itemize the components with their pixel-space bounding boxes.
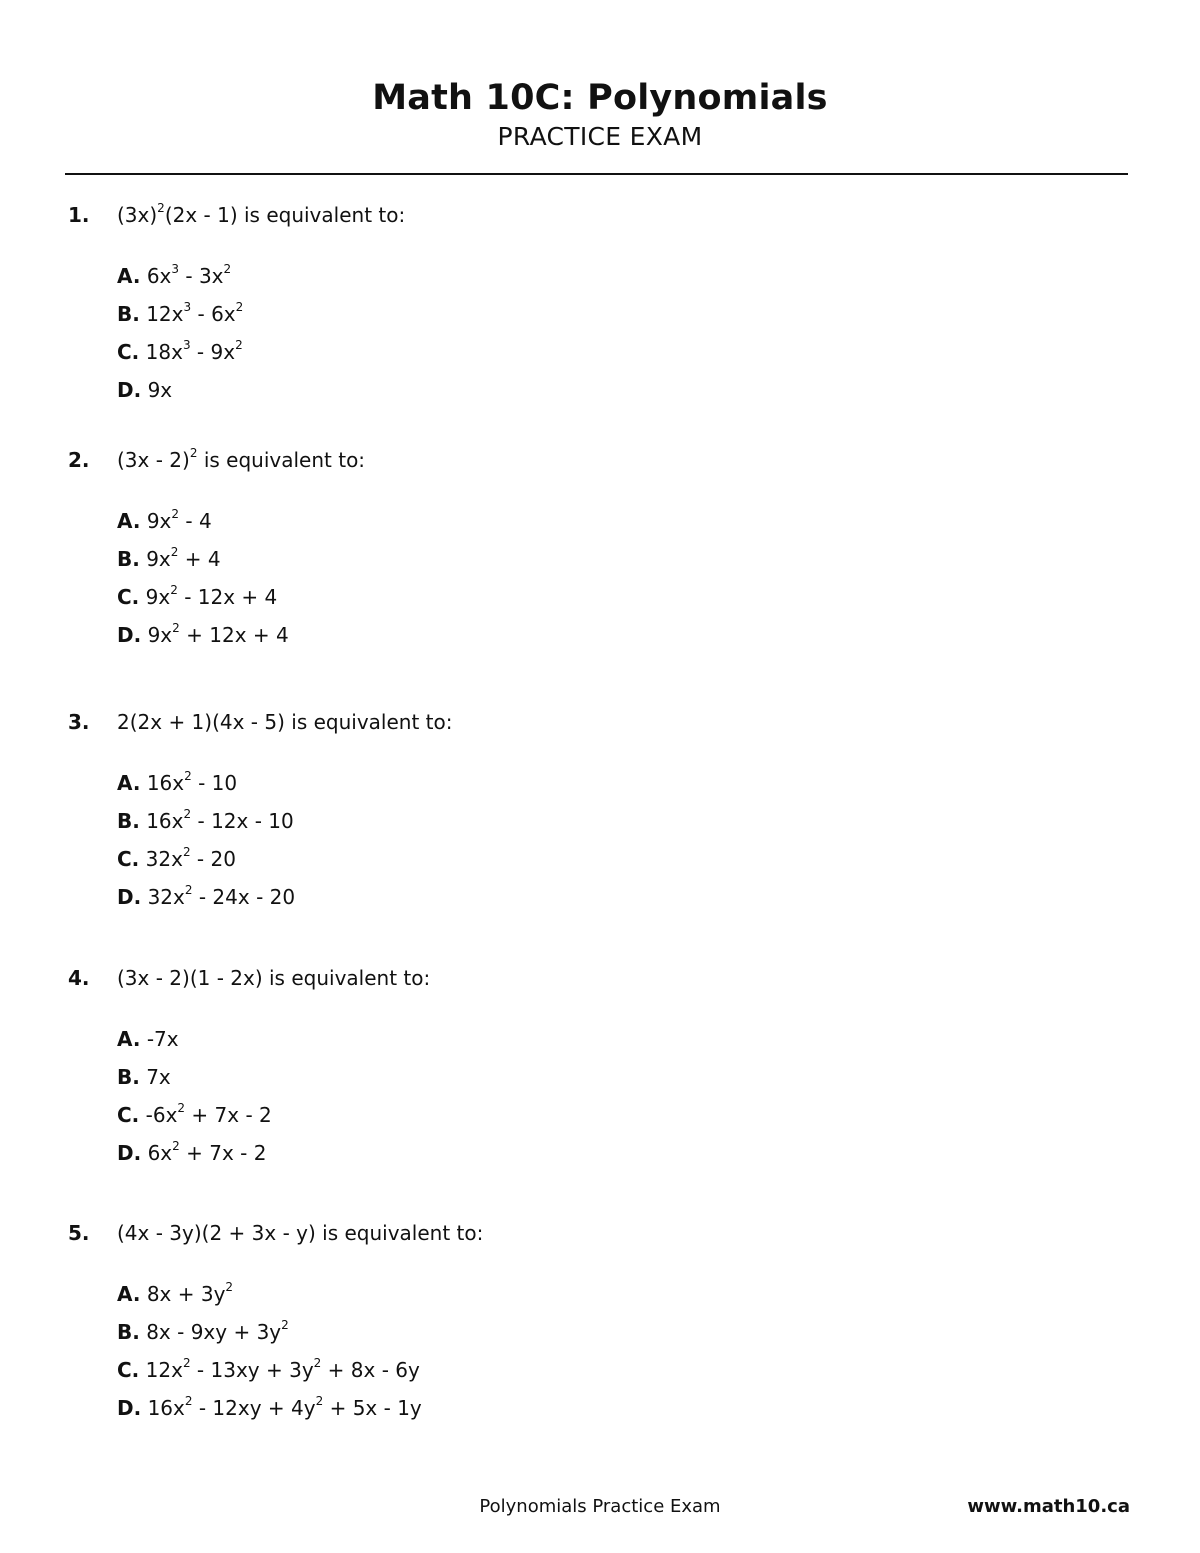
option-letter: B. [117, 1065, 140, 1089]
page-subtitle: PRACTICE EXAM [497, 122, 703, 151]
option-letter: A. [117, 771, 141, 795]
question-stem: (3x - 2)$^2$ is equivalent to: [117, 446, 366, 472]
option-text: $16x^2 - 12xy + 4y^2 + 5x - 1y$ [147, 1394, 422, 1420]
question-number: 2. [68, 448, 90, 472]
option-text: $9x^2 + 12x + 4$ [147, 621, 289, 647]
answer-option [117, 264, 231, 288]
option-text: 9x [147, 378, 173, 402]
option-letter: A. [117, 264, 141, 288]
question-number: 4. [68, 966, 90, 990]
option-text: $16x^2 - 12x - 10$ [146, 807, 294, 833]
option-letter: A. [117, 509, 141, 533]
question-stem: 2(2x + 1)(4x - 5) is equivalent to: [117, 710, 453, 734]
answer-option [117, 1027, 179, 1051]
option-text: $9x^2 - 12x + 4$ [145, 583, 278, 609]
question-number: 3. [68, 710, 90, 734]
question-number: 5. [68, 1221, 90, 1245]
option-letter: D. [117, 1396, 142, 1420]
option-letter: B. [117, 302, 140, 326]
option-letter: C. [117, 340, 140, 364]
answer-option [117, 585, 277, 609]
answer-option [117, 378, 172, 402]
option-text: $-6x^2 + 7x - 2$ [145, 1101, 272, 1127]
answer-option [117, 302, 243, 326]
page-title: Math 10C: Polynomials [372, 78, 828, 118]
question-number: 1. [68, 203, 90, 227]
option-text: $18x^3 - 9x^2$ [145, 338, 243, 364]
option-letter: D. [117, 1141, 142, 1165]
option-text: $12x^2 - 13xy + 3y^2 + 8x - 6y$ [145, 1356, 420, 1382]
option-text: $9x^2 - 4$ [146, 507, 212, 533]
answer-option [117, 509, 212, 533]
option-letter: C. [117, 1358, 140, 1382]
option-letter: C. [117, 585, 140, 609]
question-stem: (4x - 3y)(2 + 3x - y) is equivalent to: [117, 1221, 484, 1245]
option-letter: D. [117, 885, 142, 909]
answer-option [117, 1320, 289, 1344]
option-text: 7x [146, 1065, 171, 1089]
answer-option [117, 885, 295, 909]
footer-title: Polynomials Practice Exam [479, 1496, 721, 1517]
answer-option [117, 1358, 420, 1382]
header-divider [65, 173, 1128, 175]
answer-option [117, 1396, 422, 1420]
option-letter: D. [117, 378, 142, 402]
question-stem: (3x - 2)(1 - 2x) is equivalent to: [117, 966, 431, 990]
option-text: $8x + 3y^2$ [146, 1280, 234, 1306]
option-text: $6x^3 - 3x^2$ [146, 262, 232, 288]
option-text: $8x - 9xy + 3y^2$ [146, 1318, 289, 1344]
answer-option [117, 1065, 171, 1089]
option-text: $16x^2 - 10$ [146, 769, 238, 795]
answer-option [117, 1282, 233, 1306]
option-text: $32x^2 - 20$ [145, 845, 236, 871]
option-text: $12x^3 - 6x^2$ [146, 300, 244, 326]
answer-option [117, 340, 243, 364]
option-letter: B. [117, 809, 140, 833]
option-letter: A. [117, 1027, 141, 1051]
question-stem: $(3x)^2(2x - 1)$ is equivalent to: [117, 201, 406, 227]
option-text: $6x^2 + 7x - 2$ [147, 1139, 267, 1165]
option-letter: A. [117, 1282, 141, 1306]
option-letter: B. [117, 547, 140, 571]
answer-option [117, 809, 294, 833]
option-letter: B. [117, 1320, 140, 1344]
answer-option [117, 847, 236, 871]
answer-option [117, 1103, 272, 1127]
option-text: -7x [146, 1027, 179, 1051]
answer-option [117, 623, 289, 647]
option-text: $9x^2 + 4$ [146, 545, 221, 571]
option-letter: D. [117, 623, 142, 647]
option-letter: C. [117, 847, 140, 871]
answer-option [117, 547, 221, 571]
option-letter: C. [117, 1103, 140, 1127]
option-text: $32x^2 - 24x - 20$ [147, 883, 296, 909]
answer-option [117, 1141, 266, 1165]
answer-option [117, 771, 237, 795]
footer-url: www.math10.ca [967, 1496, 1130, 1517]
